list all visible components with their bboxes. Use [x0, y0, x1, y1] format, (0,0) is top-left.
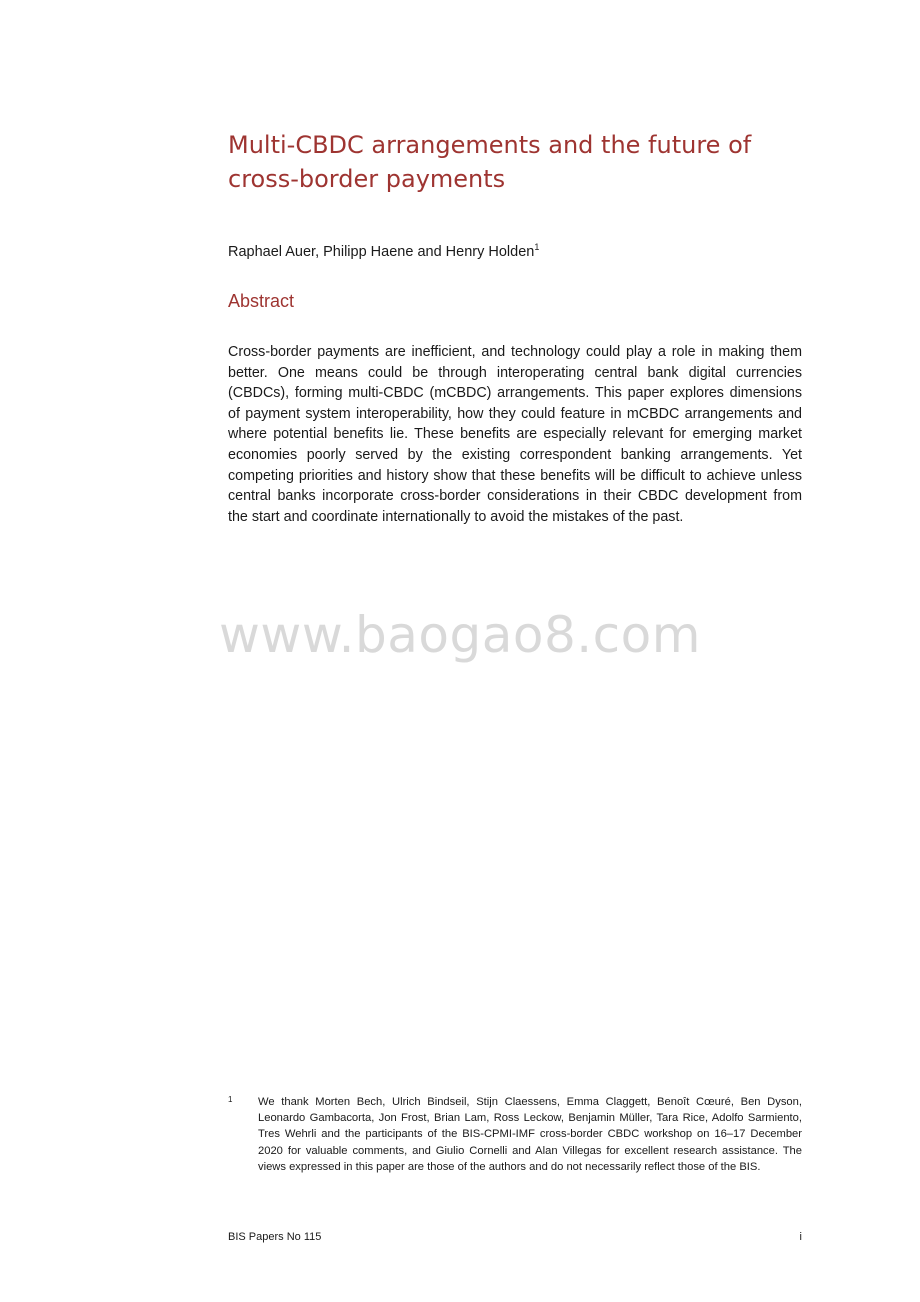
footnote-text: We thank Morten Bech, Ulrich Bindseil, Stijn Claessens, Emma Claggett, Benoît Cœuré, Ben Dyson, Leonardo Gambacorta, Jon Frost, Brian Lam, Ross Leckow, Benjamin Müller, Tara Rice, Adolfo Sarmiento, Tres Wehrli and the participants of the BIS-CPMI-IMF cross-border CBDC workshop on 16–17 December 2020 for valuable comments, and Giulio Cornelli and Alan Villegas for excellent research assistance. The views expressed in this paper are those of the authors and do not necessarily reflect those of the BIS.	[258, 1096, 802, 1173]
footer-page-number: i	[799, 1231, 802, 1243]
footnote-marker: 1	[228, 1095, 233, 1104]
page-title: Multi-CBDC arrangements and the future of cross-border payments	[228, 131, 752, 193]
abstract-text: Cross-border payments are inefficient, and technology could play a role in making them better. One means could be through interoperating central bank digital currencies (CBDCs), forming multi-CBDC (mCBDC) arrangements. This paper explores dimensions of payment system interoperability, how they could feature in mCBDC arrangements and where potential benefits lie. These benefits are especially relevant for emerging market economies poorly served by the existing correspondent banking arrangements. Yet competing priorities and history show that these benefits will be difficult to achieve unless central banks incorporate cross-border considerations in their CBDC development from the start and coordinate internationally to avoid the mistakes of the past.	[228, 344, 802, 525]
footer-series: BIS Papers No 115	[228, 1231, 322, 1243]
abstract-heading: Abstract	[228, 291, 295, 311]
watermark: www.baogao8.com	[219, 606, 701, 664]
author-list	[228, 242, 539, 262]
author-names: Raphael Auer, Philipp Haene and Henry Holden	[228, 244, 535, 260]
author-footnote-ref[interactable]: 1	[534, 242, 540, 253]
